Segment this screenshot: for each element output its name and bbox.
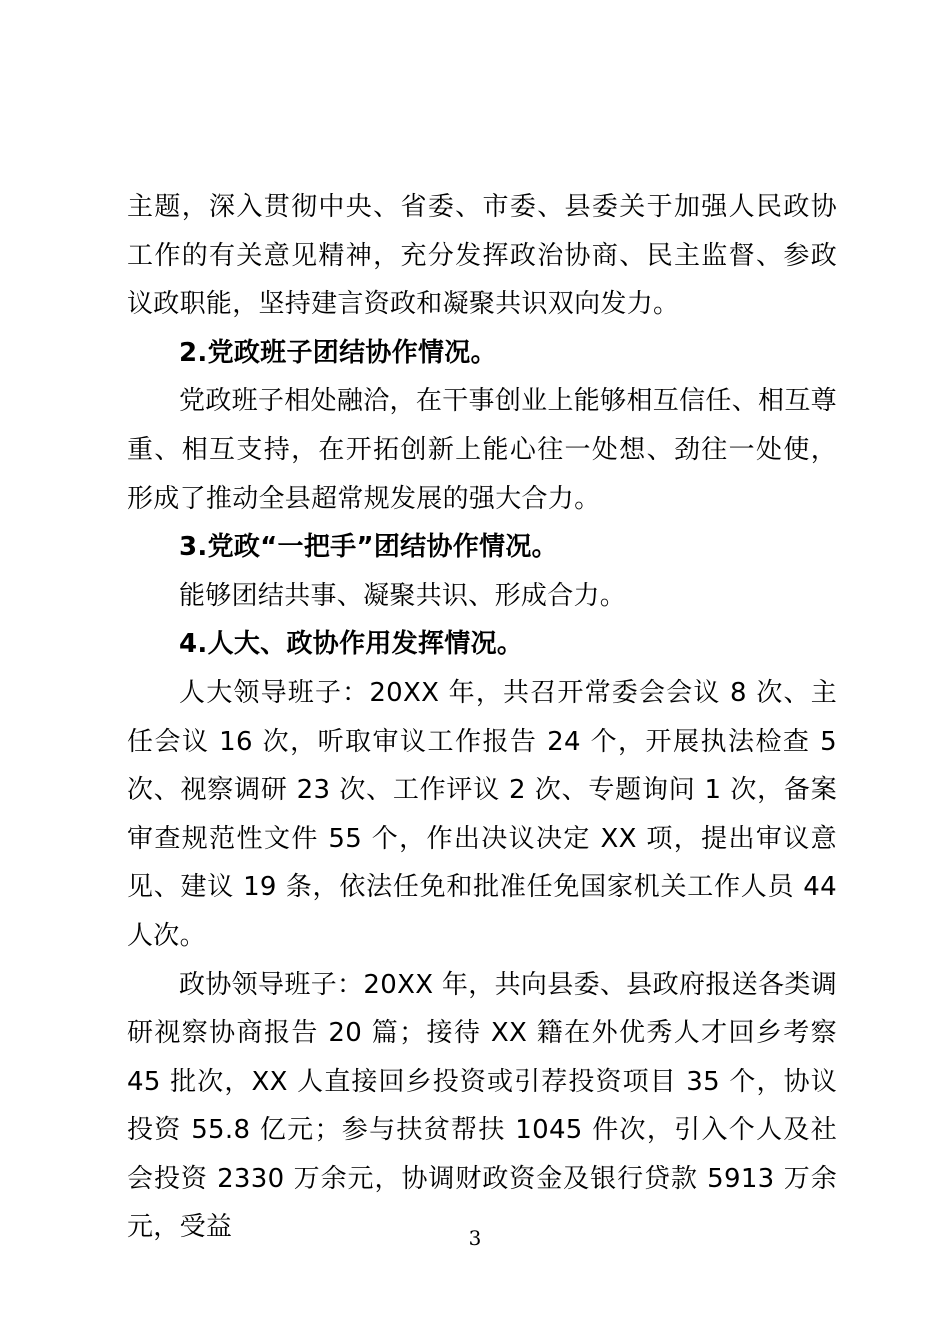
- section-heading-3: 3.党政“一把手”团结协作情况。: [179, 532, 558, 563]
- page-number: 3: [468, 1226, 482, 1250]
- paragraph-npc-team: 人大领导班子：20XX 年，共召开常委会会议 8 次、主任会议 16 次，听取审议工作报告 24 个，开展执法检查 5 次、视察调研 23 次、工作评议 2 次、专题询问 1 次，备案审查规范性文件 55 个，作出决议决定 XX 项，提出审议意见、建议 19 条，依法任免和批准任免国家机关工作人员 44 人次。: [127, 677, 837, 951]
- section-heading-4: 4.人大、政协作用发挥情况。: [179, 629, 524, 660]
- paragraph-top-leaders: 能够团结共事、凝聚共识、形成合力。: [179, 580, 627, 611]
- section-heading-2: 2.党政班子团结协作情况。: [179, 337, 497, 368]
- document-body: [127, 183, 837, 1252]
- paragraph-continued: 主题，深入贯彻中央、省委、市委、县委关于加强人民政协工作的有关意见精神，充分发挥政治协商、民主监督、参政议政职能，坚持建言资政和凝聚共识双向发力。: [127, 192, 837, 320]
- paragraph-cppcc-team: 政协领导班子：20XX 年，共向县委、县政府报送各类调研视察协商报告 20 篇；接待 XX 籍在外优秀人才回乡考察 45 批次，XX 人直接回乡投资或引荐投资项目 35 个，协议投资 55.8 亿元；参与扶贫帮扶 1045 件次，引入个人及社会投资 2330 万余元，协调财政资金及银行贷款 5913 万余元，受益: [127, 969, 837, 1243]
- paragraph-party-government-team: 党政班子相处融洽，在干事创业上能够相互信任、相互尊重、相互支持，在开拓创新上能心往一处想、劲往一处使，形成了推动全县超常规发展的强大合力。: [127, 386, 837, 514]
